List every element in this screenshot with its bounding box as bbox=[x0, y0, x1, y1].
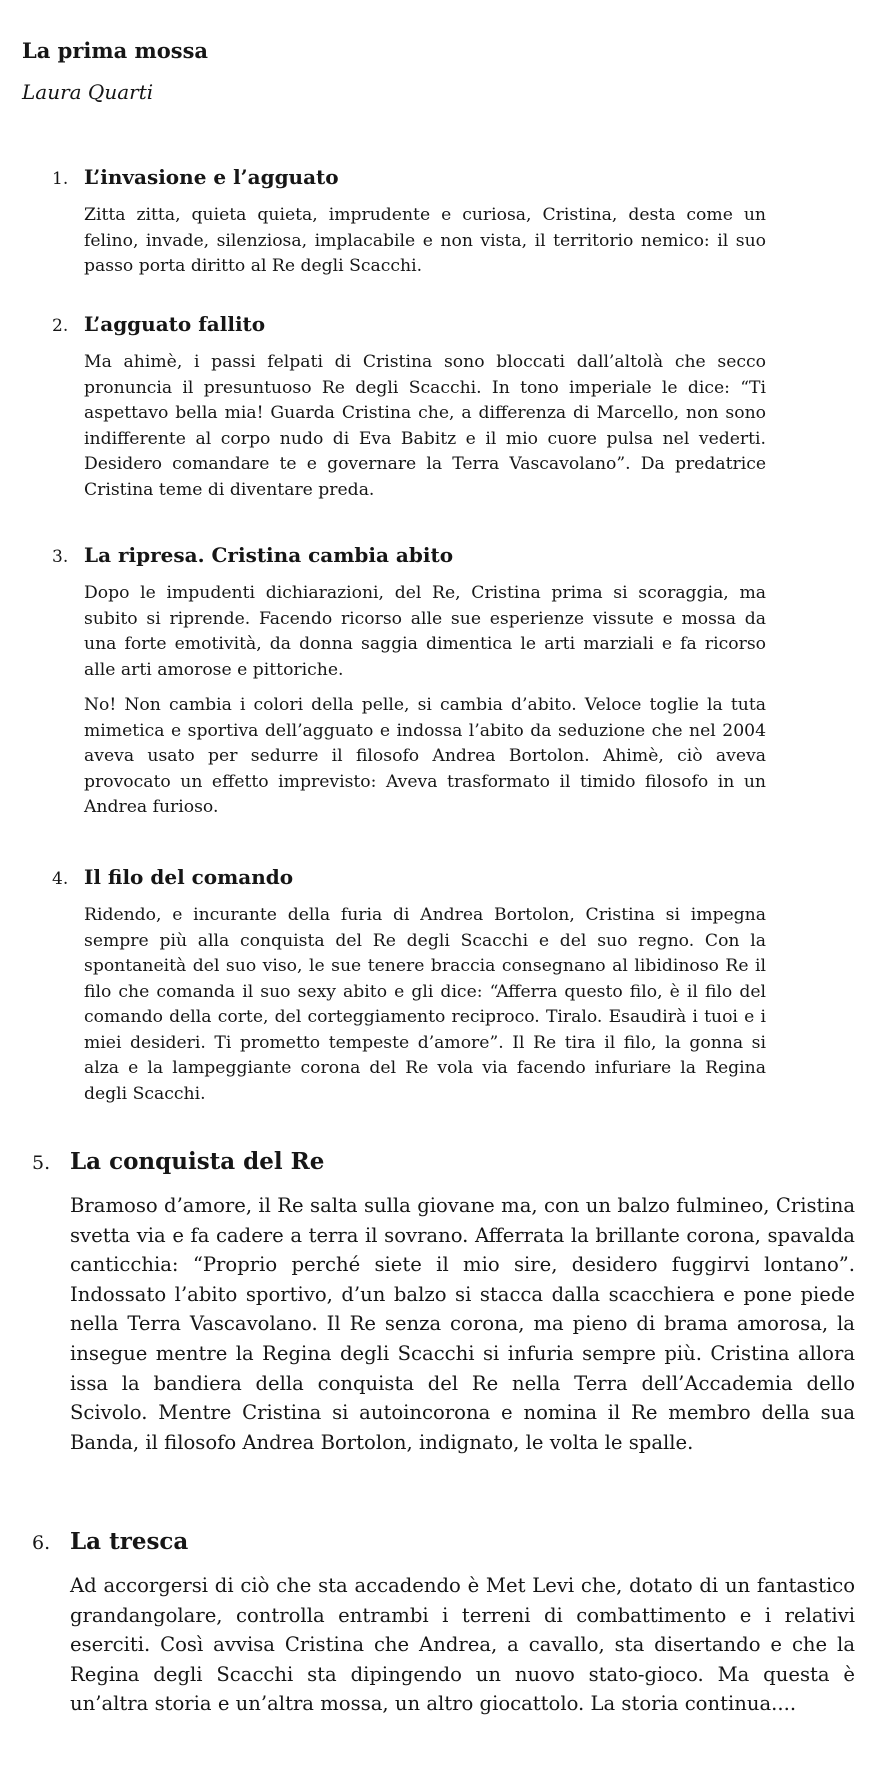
paragraph: Ma ahimè, i passi felpati di Cristina sono bloccati dall’altolà che secco pronuncia il presuntuoso Re degli Scacchi. In tono imperiale le dice: “Ti aspettavo bella mia! Guarda Cristina che, a differenza di Marcello, non sono indifferente al corpo nudo di Eva Babitz e il mio cuore pulsa nel vederti. Desidero comandare te e governare la Terra Vascavolano”. Da predatrice Cristina teme di diventare preda. bbox=[84, 352, 766, 500]
section-title: L’invasione e l’agguato bbox=[84, 165, 339, 189]
section-number: 2. bbox=[52, 316, 69, 336]
paragraph: No! Non cambia i colori della pelle, si cambia d’abito. Veloce toglie la tuta mimetica e sportiva dell’agguato e indossa l’abito da seduzione che nel 2004 aveva usato per sedurre il filosofo Andrea Bortolon. Ahimè, ciò aveva provocato un effetto imprevisto: Aveva trasformato il timido filosofo in un Andrea furioso. bbox=[84, 695, 766, 817]
section-number: 6. bbox=[32, 1532, 51, 1554]
section-heading bbox=[52, 312, 766, 336]
section-body bbox=[52, 350, 766, 503]
section-body bbox=[52, 581, 766, 821]
section-1 bbox=[52, 165, 766, 280]
document-title: La prima mossa bbox=[22, 38, 209, 63]
section-6 bbox=[32, 1528, 855, 1719]
section-4 bbox=[52, 865, 766, 1107]
section-heading bbox=[52, 165, 766, 189]
section-2 bbox=[52, 312, 766, 503]
section-body bbox=[32, 1571, 855, 1719]
section-heading bbox=[52, 543, 766, 567]
section-body bbox=[32, 1191, 855, 1457]
section-title: L’agguato fallito bbox=[84, 312, 266, 336]
section-body bbox=[52, 203, 766, 280]
paragraph: Ridendo, e incurante della furia di Andrea Bortolon, Cristina si impegna sempre più alla conquista del Re degli Scacchi e del suo regno. Con la spontaneità del suo viso, le sue tenere braccia consegnano al libidinoso Re il filo che comanda il suo sexy abito e gli dice: “Afferra questo filo, è il filo del comando della corte, del corteggiamento reciproco. Tiralo. Esaudirà i tuoi e i miei desideri. Ti prometto tempeste d’amore”. Il Re tira il filo, la gonna si alza e la lampeggiante corona del Re vola via facendo infuriare la Regina degli Scacchi. bbox=[84, 905, 766, 1104]
section-number: 4. bbox=[52, 869, 69, 889]
section-heading bbox=[52, 865, 766, 889]
document-author: Laura Quarti bbox=[22, 80, 154, 104]
section-number: 3. bbox=[52, 547, 69, 567]
section-number: 5. bbox=[32, 1152, 51, 1174]
section-title: La conquista del Re bbox=[70, 1148, 325, 1175]
section-title: La tresca bbox=[70, 1528, 189, 1555]
section-number: 1. bbox=[52, 169, 69, 189]
paragraph: Ad accorgersi di ciò che sta accadendo è Met Levi che, dotato di un fantastico grandangolare, controlla entrambi i terreni di combattimento e i relativi eserciti. Così avvisa Cristina che Andrea, a cavallo, sta disertando e che la Regina degli Scacchi sta dipingendo un nuovo stato-gioco. Ma questa è un’altra storia e un’altra mossa, un altro giocattolo. La storia continua.... bbox=[70, 1574, 855, 1716]
section-5 bbox=[32, 1148, 855, 1457]
section-title: Il filo del comando bbox=[84, 865, 294, 889]
section-3 bbox=[52, 543, 766, 821]
section-title: La ripresa. Cristina cambia abito bbox=[84, 543, 454, 567]
section-body bbox=[52, 903, 766, 1107]
paragraph: Zitta zitta, quieta quieta, imprudente e curiosa, Cristina, desta come un felino, invade, silenziosa, implacabile e non vista, il territorio nemico: il suo passo porta diritto al Re degli Scacchi. bbox=[84, 205, 766, 276]
section-heading bbox=[32, 1148, 855, 1175]
paragraph: Dopo le impudenti dichiarazioni, del Re, Cristina prima si scoraggia, ma subito si riprende. Facendo ricorso alle sue esperienze vissute e mossa da una forte emotività, da donna saggia dimentica le arti marziali e fa ricorso alle arti amorose e pittoriche. bbox=[84, 583, 766, 680]
paragraph: Bramoso d’amore, il Re salta sulla giovane ma, con un balzo fulmineo, Cristina svetta via e fa cadere a terra il sovrano. Afferrata la brillante corona, spavalda canticchia: “Proprio perché siete il mio sire, desidero fuggirvi lontano”. Indossato l’abito sportivo, d’un balzo si stacca dalla scacchiera e pone piede nella Terra Vascavolano. Il Re senza corona, ma pieno di brama amorosa, la insegue mentre la Regina degli Scacchi si infuria sempre più. Cristina allora issa la bandiera della conquista del Re nella Terra dell’Accademia dello Scivolo. Mentre Cristina si autoincorona e nomina il Re membro della sua Banda, il filosofo Andrea Bortolon, indignato, le volta le spalle. bbox=[70, 1194, 855, 1454]
section-heading bbox=[32, 1528, 855, 1555]
